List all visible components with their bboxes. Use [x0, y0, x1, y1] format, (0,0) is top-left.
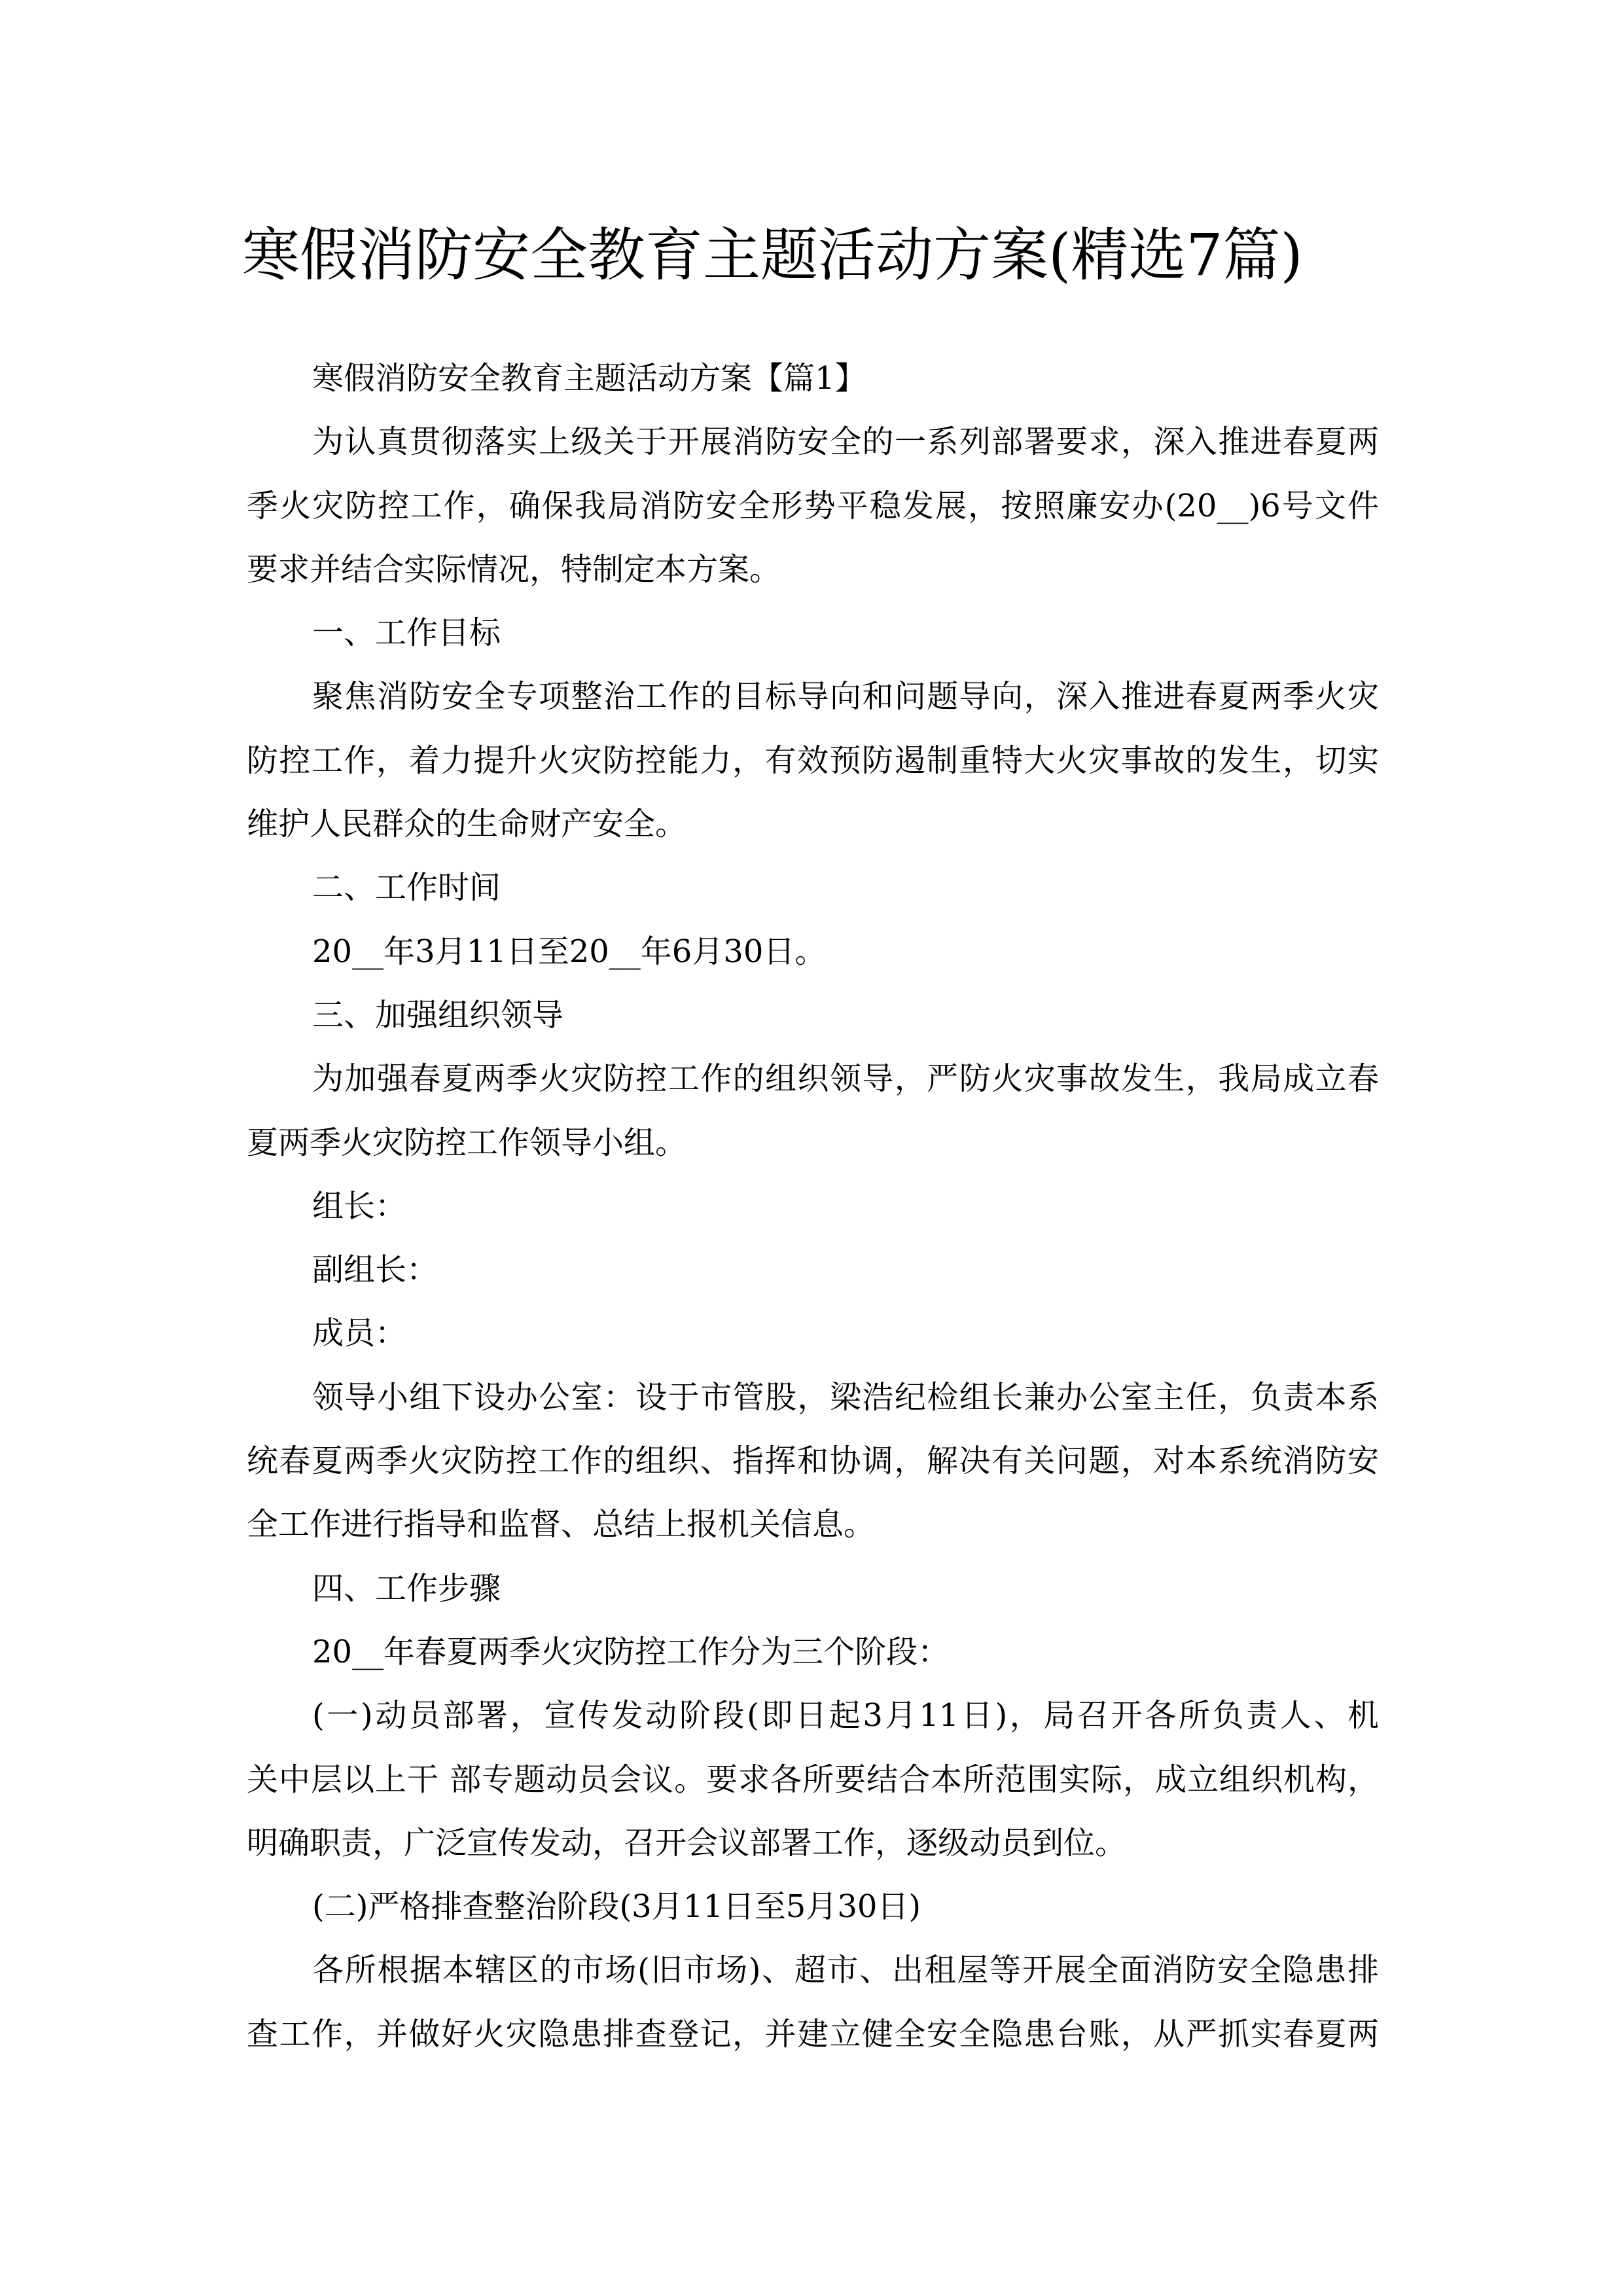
- document-title: 寒假消防安全教育主题活动方案(精选7篇): [242, 221, 1303, 289]
- text-line: 防控工作，着力提升火灾防控能力，有效预防遏制重特大火灾事故的发生，切实: [247, 742, 1379, 779]
- text-line: 寒假消防安全教育主题活动方案【篇1】: [312, 360, 866, 397]
- text-line: (二)严格排查整治阶段(3月11日至5月30日): [312, 1888, 921, 1926]
- text-line: 领导小组下设办公室：设于市管股，梁浩纪检组长兼办公室主任，负责本系: [312, 1378, 1379, 1416]
- text-line: 为加强春夏两季火灾防控工作的组织领导，严防火灾事故发生，我局成立春: [312, 1060, 1379, 1098]
- text-line: 成员：: [312, 1315, 407, 1352]
- text-line: 四、工作步骤: [312, 1570, 501, 1607]
- text-line: 夏两季火灾防控工作领导小组。: [247, 1124, 687, 1161]
- text-line: 聚焦消防安全专项整治工作的目标导向和问题导向，深入推进春夏两季火灾: [312, 678, 1379, 715]
- text-line: 各所根据本辖区的市场(旧市场)、超市、出租屋等开展全面消防安全隐患排: [312, 1952, 1379, 1989]
- text-line: 关中层以上干 部专题动员会议。要求各所要结合本所范围实际，成立组织机构，: [247, 1761, 1379, 1798]
- text-line: 要求并结合实际情况，特制定本方案。: [247, 550, 781, 588]
- text-line: 二、工作时间: [312, 869, 501, 906]
- text-line: 季火灾防控工作，确保我局消防安全形势平稳发展，按照廉安办(20__)6号文件: [247, 487, 1379, 524]
- text-line: 三、加强组织领导: [312, 996, 564, 1033]
- text-line: 为认真贯彻落实上级关于开展消防安全的一系列部署要求，深入推进春夏两: [312, 423, 1379, 461]
- text-line: 20__年春夏两季火灾防控工作分为三个阶段：: [312, 1633, 950, 1670]
- text-line: 组长：: [312, 1187, 407, 1225]
- text-line: 全工作进行指导和监督、总结上报机关信息。: [247, 1506, 876, 1543]
- text-line: 一、工作目标: [312, 615, 501, 652]
- document-body: [247, 347, 1379, 2066]
- text-line: (一)动员部署，宣传发动阶段(即日起3月11日)，局召开各所负责人、机: [312, 1697, 1379, 1734]
- text-line: 查工作，并做好火灾隐患排查登记，并建立健全安全隐患台账，从严抓实春夏两: [247, 2015, 1379, 2053]
- text-line: 维护人民群众的生命财产安全。: [247, 806, 687, 843]
- text-line: 副组长：: [312, 1251, 438, 1289]
- text-line: 明确职责，广泛宣传发动，召开会议部署工作，逐级动员到位。: [247, 1824, 1127, 1861]
- text-line: 统春夏两季火灾防控工作的组织、指挥和协调，解决有关问题，对本系统消防安: [247, 1443, 1379, 1480]
- text-line: 20__年3月11日至20__年6月30日。: [312, 933, 827, 970]
